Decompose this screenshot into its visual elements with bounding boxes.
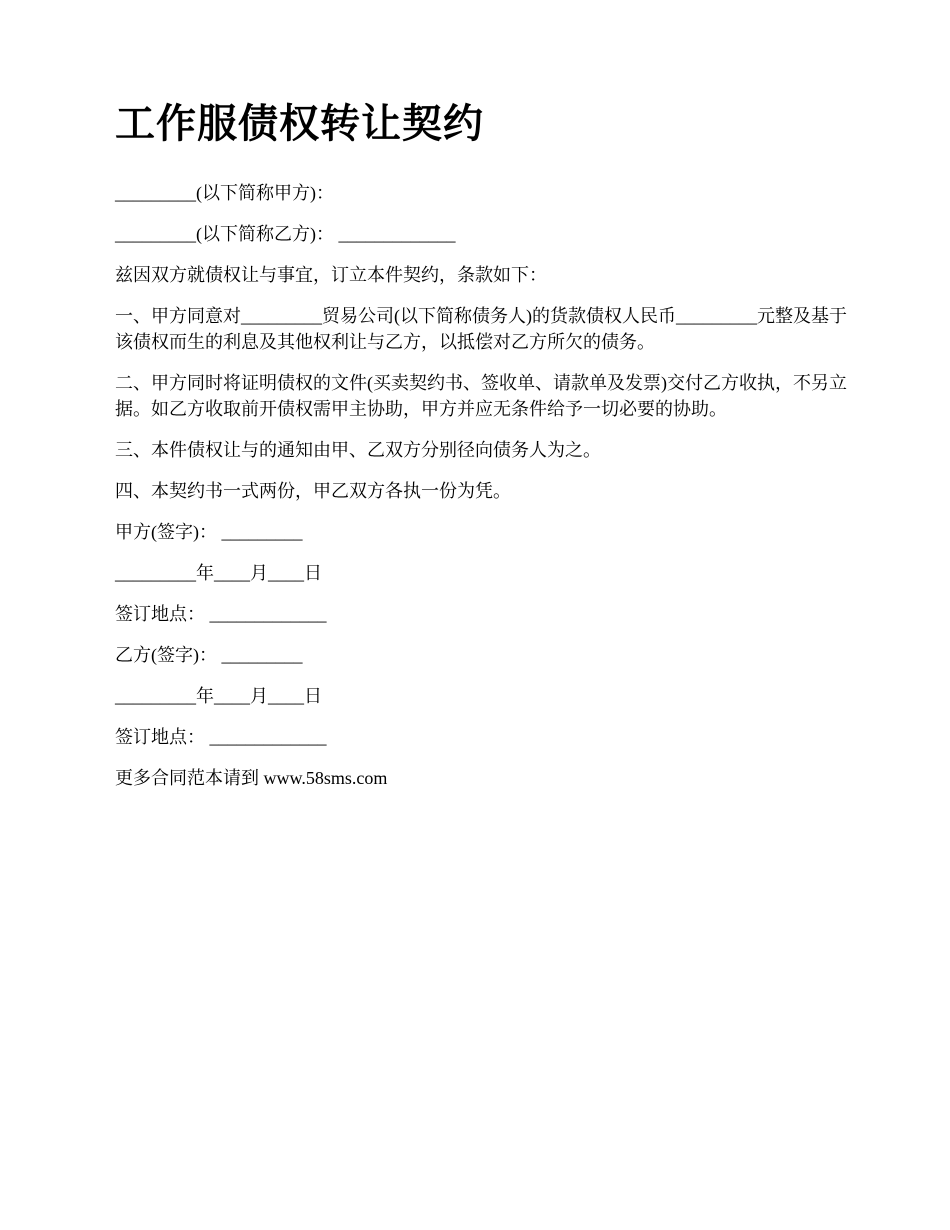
party-a-signing-place-line: 签订地点： _____________ (115, 604, 327, 624)
party-a-intro-line: _________(以下简称甲方)： (115, 183, 334, 203)
party-a-signature-block (115, 519, 855, 627)
clause-2: 二、甲方同时将证明债权的文件(买卖契约书、签收单、请款单及发票)交付乙方收执，不另立据。如乙方收取前开债权需甲主协助，甲方并应无条件给予一切必要的协助。 (115, 373, 847, 419)
preamble-line: 兹因双方就债权让与事宜，订立本件契约，条款如下： (115, 265, 547, 285)
party-b-signature-line: 乙方(签字)： _________ (115, 645, 303, 665)
contract-content (115, 0, 855, 806)
party-a-date-line: _________年____月____日 (115, 563, 322, 583)
document-title: 工作服债权转让契约 (115, 101, 484, 146)
clause-3: 三、本件债权让与的通知由甲、乙双方分别径向债务人为之。 (115, 440, 601, 460)
party-a-signature-line: 甲方(签字)： _________ (115, 522, 303, 542)
party-b-signature-block (115, 642, 855, 750)
party-b-date-line: _________年____月____日 (115, 686, 322, 706)
party-b-intro-line: _________(以下简称乙方)： _____________ (115, 224, 456, 244)
footer-source-note: 更多合同范本请到 www.58sms.com (115, 768, 388, 788)
clause-1: 一、甲方同意对_________贸易公司(以下简称债务人)的货款债权人民币_________元整及基于该债权而生的利息及其他权利让与乙方，以抵偿对乙方所欠的债务。 (115, 306, 847, 352)
clause-4: 四、本契约书一式两份，甲乙双方各执一份为凭。 (115, 481, 511, 501)
party-b-signing-place-line: 签订地点： _____________ (115, 727, 327, 747)
